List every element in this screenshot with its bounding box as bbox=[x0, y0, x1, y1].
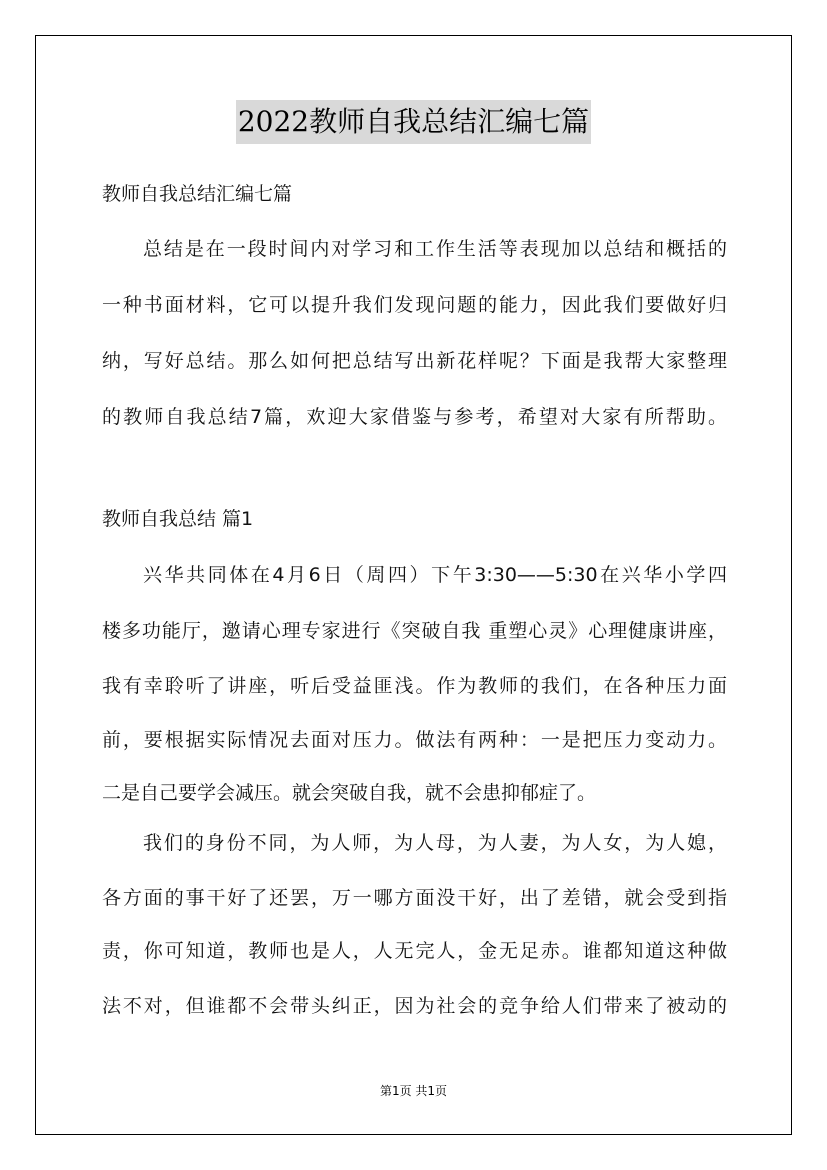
page-footer: 第1页 共1页 bbox=[379, 1084, 448, 1098]
section-heading: 教师自我总结 篇1 bbox=[102, 508, 254, 530]
paragraph1-line-3: 我有幸聆听了讲座，听后受益匪浅。作为教师的我们，在各种压力面 bbox=[102, 675, 727, 697]
document-title: 2022教师自我总结汇编七篇 bbox=[236, 100, 591, 144]
paragraph2-line-2: 各方面的事干好了还罢，万一哪方面没干好，出了差错，就会受到指 bbox=[102, 887, 727, 909]
intro-line-4: 的教师自我总结7篇，欢迎大家借鉴与参考，希望对大家有所帮助。 bbox=[102, 406, 727, 428]
document-title-block bbox=[0, 100, 827, 144]
intro-line-1: 总结是在一段时间内对学习和工作生活等表现加以总结和概括的 bbox=[143, 238, 727, 260]
paragraph1-line-5: 二是自己要学会减压。就会突破自我，就不会患抑郁症了。 bbox=[102, 782, 597, 804]
intro-line-3: 纳，写好总结。那么如何把总结写出新花样呢？下面是我帮大家整理 bbox=[102, 350, 727, 372]
paragraph1-line-4: 前，要根据实际情况去面对压力。做法有两种：一是把压力变动力。 bbox=[102, 729, 727, 751]
paragraph1-line-2: 楼多功能厅，邀请心理专家进行《突破自我 重塑心灵》心理健康讲座， bbox=[102, 620, 727, 642]
paragraph2-line-3: 责，你可知道，教师也是人，人无完人，金无足赤。谁都知道这种做 bbox=[102, 940, 727, 962]
paragraph2-line-1: 我们的身份不同，为人师，为人母，为人妻，为人女，为人媳， bbox=[143, 832, 727, 854]
intro-line-2: 一种书面材料，它可以提升我们发现问题的能力，因此我们要做好归 bbox=[102, 294, 727, 316]
paragraph1-line-1: 兴华共同体在4月6日（周四）下午3:30——5:30在兴华小学四 bbox=[143, 564, 727, 586]
paragraph2-line-4: 法不对，但谁都不会带头纠正，因为社会的竞争给人们带来了被动的 bbox=[102, 995, 727, 1017]
document-heading: 教师自我总结汇编七篇 bbox=[102, 183, 293, 205]
